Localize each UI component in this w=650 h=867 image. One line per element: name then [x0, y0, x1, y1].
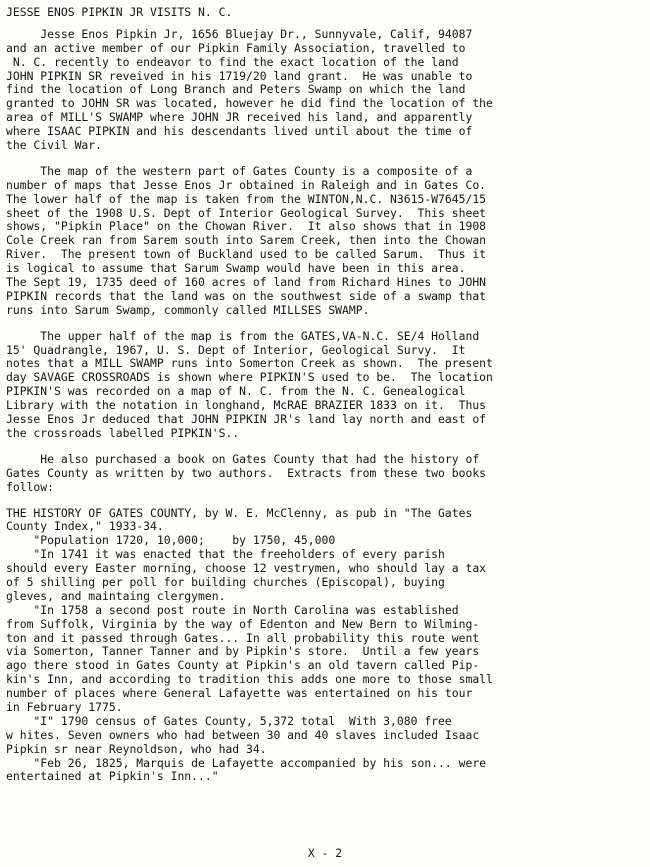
paragraph — [6, 28, 642, 153]
text-line: from Suffolk, Virginia by the way of Edenton and New Bern to Wilming- — [6, 617, 480, 631]
paragraph-gap — [6, 441, 642, 453]
text-line: Pipkin sr near Reynoldson, who had 34. — [6, 742, 267, 756]
paragraph-gap — [6, 318, 642, 330]
text-line: the Civil War. — [6, 139, 103, 153]
text-line: Jesse Enos Pipkin Jr, 1656 Bluejay Dr., Sunnyvale, Calif, 94087 — [6, 27, 473, 41]
text-line: granted to JOHN SR was located, however he did find the location of the — [6, 97, 493, 111]
text-line: where ISAAC PIPKIN and his descendants lived until about the time of — [6, 125, 473, 139]
paragraph — [6, 453, 642, 495]
text-line: notes that a MILL SWAMP runs into Somerton Creek as shown. The present — [6, 357, 493, 371]
text-line: ton and it passed through Gates... In all probability this route went — [6, 631, 480, 645]
text-line: gleves, and maintaing clergymen. — [6, 589, 226, 603]
text-line: ago there stood in Gates County at Pipkin's an old tavern called Pip- — [6, 659, 480, 673]
text-line: runs into Sarum Swamp, commonly called MILLSES SWAMP. — [6, 303, 370, 317]
text-line: Library with the notation in longhand, McRAE BRAZIER 1833 on it. Thus — [6, 399, 487, 413]
text-line: the crossroads labelled PIPKIN'S.. — [6, 426, 240, 440]
text-line: Cole Creek ran from Sarem south into Sarem Creek, then into the Chowan — [6, 234, 487, 248]
text-line: sheet of the 1908 U.S. Dept of Interior Geological Survey. This sheet — [6, 206, 487, 220]
text-line: area of MILL'S SWAMP where JOHN JR received his land, and apparently — [6, 111, 473, 125]
text-line: The lower half of the map is taken from the WINTON,N.C. N3615-W7645/15 — [6, 192, 487, 206]
text-line: PIPKIN'S was recorded on a map of N. C. from the N. C. Genealogical — [6, 385, 466, 399]
text-line: "Population 1720, 10,000; by 1750, 45,000 — [6, 534, 336, 548]
text-line: shows, "Pipkin Place" on the Chowan River. It also shows that in 1908 — [6, 220, 487, 234]
text-line: River. The present town of Buckland used to be called Sarum. Thus it — [6, 248, 487, 262]
text-line: "I" 1790 census of Gates County, 5,372 total With 3,080 free — [6, 714, 452, 728]
text-line: "In 1758 a second post route in North Carolina was established — [6, 603, 459, 617]
text-line: "Feb 26, 1825, Marquis de Lafayette accompanied by his son... were — [6, 756, 487, 770]
text-line: kin's Inn, and according to tradition this adds one more to those small — [6, 673, 493, 687]
text-line: entertained at Pipkin's Inn..." — [6, 770, 219, 784]
text-line: day SAVAGE CROSSROADS is shown where PIPKIN'S used to be. The location — [6, 371, 493, 385]
text-line: and an active member of our Pipkin Family Association, travelled to — [6, 41, 466, 55]
page-number: X - 2 — [307, 846, 343, 860]
paragraph — [6, 330, 642, 441]
text-line: via Somerton, Tanner Tanner and by Pipkin's store. Until a few years — [6, 645, 480, 659]
text-line: find the location of Long Branch and Peters Swamp on which the land — [6, 83, 466, 97]
text-line: is logical to assume that Sarum Swamp would have been in this area. — [6, 262, 466, 276]
paragraph — [6, 507, 642, 785]
paragraph — [6, 165, 642, 318]
text-line: follow: — [6, 480, 55, 494]
text-line: w hites. Seven owners who had between 30 and 40 slaves included Isaac — [6, 728, 480, 742]
text-line: number of places where General Lafayette was entertained on his tour — [6, 687, 473, 701]
text-line: Jesse Enos Jr deduced that JOHN PIPKIN JR's land lay north and east of — [6, 413, 487, 427]
text-line: He also purchased a book on Gates County that had the history of — [6, 452, 480, 466]
text-line: 15' Quadrangle, 1967, U. S. Dept of Interior, Geological Survy. It — [6, 343, 466, 357]
text-line: The map of the western part of Gates County is a composite of a — [6, 164, 473, 178]
text-line: PIPKIN records that the land was on the southwest side of a swamp that — [6, 289, 487, 303]
text-line: of 5 shilling per poll for building churches (Episcopal), buying — [6, 575, 445, 589]
text-line: Gates County as written by two authors. Extracts from these two books — [6, 466, 487, 480]
text-line: N. C. recently to endeavor to find the exact location of the land — [6, 55, 459, 69]
text-line: JOHN PIPKIN SR reveived in his 1719/20 land grant. He was unable to — [6, 69, 473, 83]
paragraph-gap — [6, 153, 642, 165]
document-title: JESSE ENOS PIPKIN JR VISITS N. C. — [6, 6, 233, 19]
paragraph-gap — [6, 495, 642, 507]
text-line: The Sept 19, 1735 deed of 160 acres of land from Richard Hines to JOHN — [6, 276, 487, 290]
text-line: The upper half of the map is from the GATES,VA-N.C. SE/4 Holland — [6, 329, 480, 343]
document-body — [6, 28, 642, 784]
text-line: THE HISTORY OF GATES COUNTY, by W. E. McClenny, as pub in "The Gates — [6, 506, 473, 520]
text-line: "In 1741 it was enacted that the freeholders of every parish — [6, 548, 445, 562]
text-line: number of maps that Jesse Enos Jr obtained in Raleigh and in Gates Co. — [6, 178, 487, 192]
text-line: in February 1775. — [6, 700, 123, 714]
text-line: should every Easter morning, choose 12 vestrymen, who should lay a tax — [6, 562, 487, 576]
text-line: County Index," 1933-34. — [6, 520, 164, 534]
